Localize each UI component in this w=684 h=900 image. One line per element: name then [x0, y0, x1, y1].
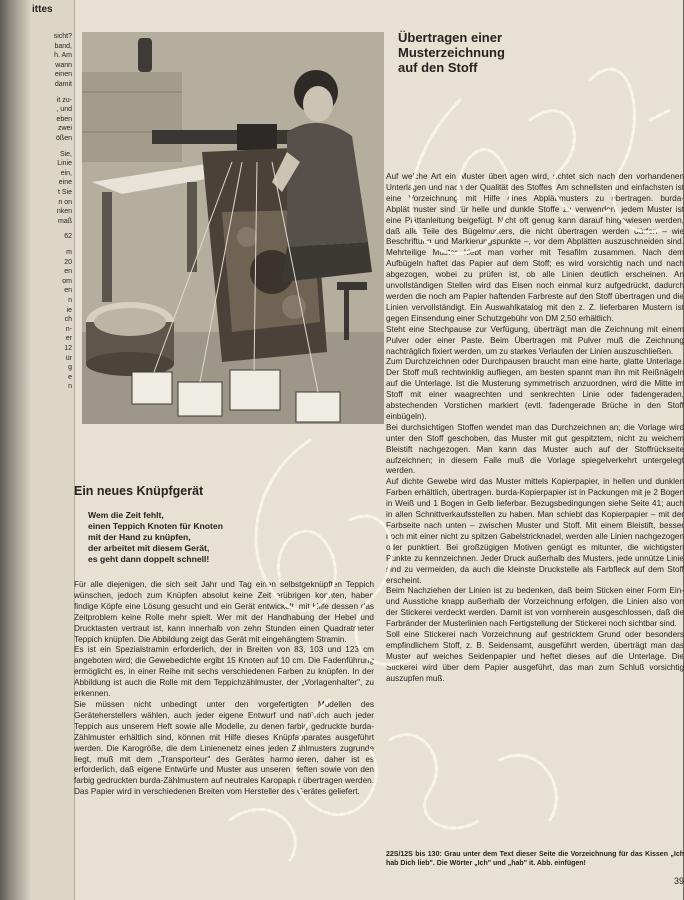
headline-line: Musterzeichnung: [398, 45, 505, 60]
headline-line: Übertragen einer: [398, 30, 503, 45]
edge-text-fragment: zwei: [57, 125, 72, 133]
paragraph: Steht eine Stechpause zur Verfügung, überträgt man die Zeichnung mit einem Pulver oder einer Paste. Beim Übertragen mit Pulver muß die Zeichnung nachträglich fixiert werden, um zu starkes Verlaufen der Linien auszuschließen.: [386, 324, 684, 356]
left-article-headline: Ein neues Knüpfgerät: [74, 484, 204, 498]
right-article-headline: [398, 30, 678, 75]
figure-caption: 22S/12S bis 130: Grau unter dem Text dieser Seite die Vorzeichnung für das Kissen „Ich hab Dich lieb". Die Wörter „Ich" und „hab" it. Abb. einfügen!: [386, 851, 684, 867]
right-article-body: [386, 172, 684, 685]
edge-text-fragment: band,: [54, 42, 72, 50]
edge-text-fragment: ür: [65, 354, 72, 362]
edge-text-fragment: Linie: [57, 160, 72, 168]
edge-text-fragment: 20: [64, 258, 72, 266]
edge-text-fragment: ch: [64, 316, 72, 324]
photo-woman-at-knotting-device-icon: [82, 32, 384, 424]
paragraph: Auf dichte Gewebe wird das Muster mittels Kopierpapier, in hellen und dunklen Farben erhältlich, übertragen. burda-Kopierpapier ist in Packungen mit je 2 Bogen in Weiß und 1 Bogen in Gelb lieferbar. Bezugsbedingungen siehe Seite 41; auch in allen Schnittverkaufsstellen zu haben. Man schiebt das Kopierpapier – mit der Farbseite nach unten – zwischen Muster und Stoff. Mit einem Bleistift, besser noch mit einer nicht zu spitzen Gabelstricknadel, werden alle Linien nachgezogen oder punktiert. Bei großzügigen Motiven genügt es mitunter, die wichtigsten Punkte zu kennzeichnen. Jeder Druck außerhalb des Musters, jede unnütze Linie sind zu vermeiden, da auch die kleinste Druckstelle als Farbfleck auf dem Stoff erscheint.: [386, 477, 684, 585]
edge-text-fragment: 62: [64, 233, 72, 241]
left-article-lead: [88, 510, 368, 565]
paragraph: Bei durchsichtigen Stoffen wendet man das Durchzeichnen an; die Vorlage wird unter den Stoff geschoben, das Muster mit gut gespitztem, nicht zu weichem Bleistift nachgezogen. Man kann das Muster auch auf der Stoffrückseite aufzeichnen; in diesem Falle muß die Vorlage spiegelverkehrt untergelegt werden.: [386, 422, 684, 476]
edge-text-fragment: g: [68, 364, 72, 372]
lead-line: mit der Hand zu knüpfen,: [88, 532, 191, 542]
edge-text-fragment: n: [68, 297, 72, 304]
edge-text-fragment: ößen: [56, 135, 72, 142]
edge-text-fragment: m: [66, 249, 72, 256]
lead-line: der arbeitet mit diesem Gerät,: [88, 543, 210, 553]
page-number: 39: [674, 876, 684, 886]
edge-text-fragment: e: [68, 373, 72, 381]
headline-line: auf den Stoff: [398, 60, 478, 75]
edge-text-fragment: t Sie: [57, 189, 72, 196]
edge-text-fragment: ie: [66, 306, 72, 314]
paragraph: Es ist ein Spezialstramin erforderlich, der in Breiten von 83, 103 und 123 cm angeboten wird; die Gewebedichte ergibt 15 Knoten auf 10 cm. Die Fadenführung ermöglicht es, in einer Reihe mit sechs verschiedenen Farben zu knüpfen. In der Abbildung ist auch die Rolle mit dem Teppichzählmuster, der „Vorlagenhalter", zu erkennen.: [74, 645, 374, 699]
edge-text-fragment: eben: [56, 115, 72, 123]
edge-text-fragment: h. Am: [54, 52, 72, 60]
edge-text-fragment: damit: [54, 81, 72, 88]
paragraph: Auf welche Art ein Muster übertragen wird, richtet sich nach den vorhandenen Unterlagen und nach der Qualität des Stoffes. Am schnellsten und einfachsten ist eine Vorzeichnung mit Hilfe eines Abplättmusters zu übertragen. burda-Abplättmuster sind für helle und dunkle Stoffe zu verwenden; jedem Muster ist eine Plättanleitung beigefügt. Nicht oft genug kann darauf hingewiesen werden, daß alle Teile des Bügelmusters, die nicht übertragen werden dürfen – wie Beschriftung und Markierungspunkte –, vor dem Abplätten auszuschneiden sind. Mehrteilige Muster klebt man vorher mit Tesafilm zusammen. Nach dem Aufbügeln haftet das Papier auf dem Stoff; es wird vorsichtig nach und nach abgezogen, wobei zu prüfen ist, ob alle Linien deutlich erscheinen. An unvollständigen Stellen wird das Eisen noch einmal kurz aufgedrückt, dadurch werden die noch am Papier haftenden Farbreste auf den Stoff übertragen und die Linien vervollständigt. Ein Auswahlkatalog mit den z. Z. lieferbaren Mustern ist gegen Einsendung einer Schutzgebühr von DM 2,50 erhältlich.: [386, 172, 684, 323]
lead-line: Wem die Zeit fehlt,: [88, 510, 164, 520]
paragraph: Zum Durchzeichnen oder Durchpausen braucht man eine harte, glatte Unterlage. Der Stoff muß rechtwinklig aufliegen, am besten spannt man ihn mit Reißnägeln auf die Unterlage. Ist die Musterung symmetrisch anzuordnen, wird die Mitte im Stoff mit einer waagrechten und senkrechten Linie oder fadengeraden, abstechenden Vorstichen markiert (evtl. fadengerade Brüche in den Stoff einbügeln).: [386, 357, 684, 421]
magazine-page: [30, 0, 683, 900]
paragraph: Sie müssen nicht unbedingt unter den vorgefertigten Modellen des Geräteherstellers wählen, auch jeder eigene Entwurf und natürlich auch jeder Teppich aus unserem Heft sowie alle Modelle, zu denen farbig gedruckte burda-Zählmuster erhältlich sind, können mit Hilfe dieses Knüpfapparates ausgeführt werden. Die Karogröße, die dem Linienenetz eines jeden Zählmusters zugrunde liegt, muß mit dem „Transporteur" des Gerätes harmonieren, daher ist es erforderlich, daß eigene Entwürfe und Muster aus unseren Heften sowie von den farbig gedruckten burda-Zählmustern auf neutrales Karopapier übertragen werden. Das Papier wird in verschiedenen Breiten vom Hersteller des Gerätes geliefert.: [74, 699, 374, 797]
edge-text-fragment: eine: [58, 179, 72, 187]
edge-title: ittes: [32, 4, 53, 15]
edge-text-fragment: maß: [58, 217, 72, 225]
paragraph: Beim Nachziehen der Linien ist zu bedenken, daß beim Sticken einer Form Ein- und Ausstiche knapp außerhalb der Vorzeichnung erfolgen, die Linien also von der Stickerei verdeckt werden. Damit ist von vornherein ausgeschlossen, daß die Farbränder der Musterlinien nach Fertigstellung der Stickerei noch sichtbar sind.: [386, 586, 684, 629]
edge-text-fragment: it zu-: [56, 96, 72, 104]
binding-gutter: [0, 0, 30, 900]
edge-text-fragment: n: [68, 383, 72, 391]
lead-line: einen Teppich Knoten für Knoten: [88, 521, 223, 531]
edge-text-fragment: ein,: [60, 169, 72, 177]
edge-text-fragment: wann: [55, 61, 72, 69]
edge-text-fragment: 12: [64, 345, 72, 352]
edge-text-fragment: n-: [65, 325, 72, 333]
edge-text-fragment: einen: [54, 71, 72, 79]
edge-text-fragment: om: [62, 277, 72, 285]
paragraph: Für alle diejenigen, die sich seit Jahr und Tag einen selbstgeknüpften Teppich wünschen, jedoch zum Knüpfen absolut keine Zeit erübrigen konnten, haben findige Köpfe eine Lösung gesucht und ein Gerät entwickelt, mit Hilfe dessen das Zeitproblem keine Rolle mehr spielt. Wer mit der Handhabung der Hebel und Drucktasten vertraut ist, kann innerhalb von zehn Stunden einen Quadratmeter Teppich knüpfen. Die Abbildung zeigt das Gerät mit eingehängtem Stramin.: [74, 580, 374, 644]
edge-text-fragment: en: [64, 268, 72, 276]
lead-line: es geht dann doppelt schnell!: [88, 554, 210, 564]
edge-text-fragment: sicht?: [53, 33, 72, 40]
edge-text-fragment: , und: [56, 106, 72, 114]
paragraph: Soll eine Stickerei nach Vorzeichnung auf gestricktem Grund oder besonders empfindlichem Stoff, z. B. Seidensamt, ausgeführt werden, überträgt man das Muster auf weiches Seidenpapier und heftet dieses auf die Unterlage. Die Stickerei wird über dem Papier ausgeführt, das man zum Schluß vorsichtig auszupfen muß.: [386, 630, 684, 683]
edge-text-fragment: Sie,: [59, 150, 72, 158]
adjacent-page-edge: [30, 0, 75, 900]
left-article-body: [74, 580, 374, 798]
edge-text-fragment: n on: [58, 198, 72, 206]
device-photo: [82, 32, 384, 424]
edge-text-fragment: en: [64, 287, 72, 295]
edge-text-fragment: er: [65, 335, 72, 343]
edge-text-fragment: nken: [56, 208, 72, 216]
